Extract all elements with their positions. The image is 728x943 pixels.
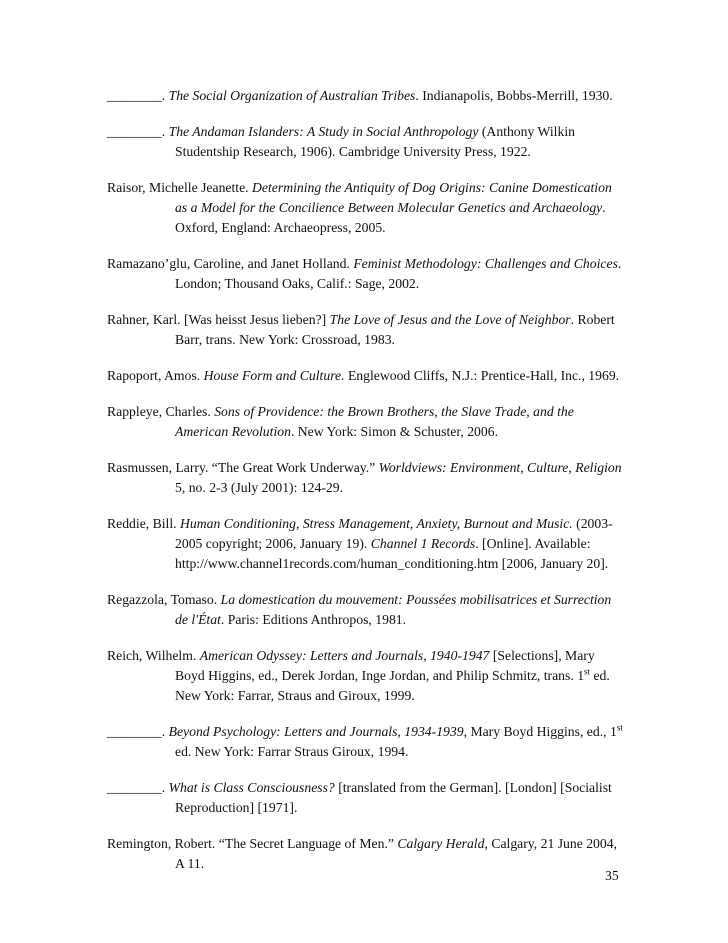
italic-title: American Odyssey: Letters and Journals, 1940-1947: [199, 648, 490, 663]
bibliography-entry: [107, 514, 627, 574]
entry-text: [Selections], Mary Boyd Higgins, ed., Derek Jordan, Inge Jordan, and Philip Schmitz, trans. 1: [175, 648, 595, 683]
bibliography-entry: [107, 834, 627, 874]
entry-text: . New York: Simon & Schuster, 2006.: [290, 424, 498, 439]
bibliography-entry: [107, 458, 627, 498]
entry-text: , Calgary, 21 June 2004, A 11.: [175, 836, 618, 871]
entry-text: ________.: [107, 88, 169, 103]
superscript-text: st: [584, 666, 591, 677]
entry-text: Rappleye, Charles.: [107, 404, 215, 419]
entry-text: ________.: [107, 724, 169, 739]
entry-text: 5, no. 2-3 (July 2001): 124-29.: [175, 480, 344, 495]
italic-title: The Andaman Islanders: A Study in Social Anthropology: [168, 124, 479, 139]
entry-text: , Mary Boyd Higgins, ed., 1: [463, 724, 617, 739]
italic-title: Calgary Herald: [397, 836, 485, 851]
entry-text: Remington, Robert. “The Secret Language of Men.”: [107, 836, 398, 851]
italic-title: Worldviews: Environment, Culture, Religion: [378, 460, 622, 475]
entry-text: Reich, Wilhelm.: [107, 648, 200, 663]
italic-title: Channel 1 Records: [370, 536, 476, 551]
bibliography-entry: [107, 122, 627, 162]
entry-text: Ramazano’glu, Caroline, and Janet Holland.: [107, 256, 354, 271]
entry-text: . Paris: Editions Anthropos, 1981.: [220, 612, 407, 627]
bibliography-entry: [107, 722, 627, 762]
entry-text: Englewood Cliffs, N.J.: Prentice-Hall, Inc., 1969.: [344, 368, 620, 383]
entry-text: . Oxford, England: Archaeopress, 2005.: [175, 200, 606, 235]
entry-text: Rahner, Karl. [Was heisst Jesus lieben?]: [107, 312, 330, 327]
entry-text: Regazzola, Tomaso.: [107, 592, 221, 607]
entry-text: Reddie, Bill.: [107, 516, 180, 531]
italic-title: La domestication du mouvement: Poussées mobilisatrices et Surrection de l'État: [175, 592, 612, 627]
entry-text: ed. New York: Farrar, Straus and Giroux, 1999.: [175, 668, 610, 703]
bibliography-entry: [107, 778, 627, 818]
entry-text: . London; Thousand Oaks, Calif.: Sage, 2002.: [175, 256, 622, 291]
bibliography-entry: [107, 254, 627, 294]
italic-title: The Social Organization of Australian Tribes: [168, 88, 416, 103]
italic-title: Human Conditioning, Stress Management, Anxiety, Burnout and Music.: [180, 516, 573, 531]
bibliography-entry: [107, 646, 627, 706]
entry-text: . Robert Barr, trans. New York: Crossroad, 1983.: [175, 312, 615, 347]
entry-text: [translated from the German]. [London] [Socialist Reproduction] [1971].: [175, 780, 612, 815]
bibliography-entry: [107, 366, 627, 386]
italic-title: House Form and Culture.: [203, 368, 345, 383]
superscript-text: st: [616, 722, 623, 733]
bibliography-entry: [107, 590, 627, 630]
italic-title: Beyond Psychology: Letters and Journals, 1934-1939: [168, 724, 464, 739]
italic-title: Sons of Providence: the Brown Brothers, the Slave Trade, and the American Revolution: [175, 404, 574, 439]
italic-title: The Love of Jesus and the Love of Neighbor: [329, 312, 571, 327]
page-number: 35: [605, 868, 619, 883]
entry-text: . Indianapolis, Bobbs-Merrill, 1930.: [415, 88, 613, 103]
entry-text: Raisor, Michelle Jeanette.: [107, 180, 253, 195]
bibliography-entry: [107, 178, 627, 238]
italic-title: What is Class Consciousness?: [168, 780, 335, 795]
entry-text: . [Online]. Available: http://www.channel1records.com/human_conditioning.htm [2006, January 20].: [175, 536, 609, 571]
entry-text: ________.: [107, 780, 169, 795]
bibliography-list: [107, 86, 627, 890]
bibliography-entry: [107, 402, 627, 442]
bibliography-entry: [107, 86, 627, 106]
entry-text: (Anthony Wilkin Studentship Research, 1906). Cambridge University Press, 1922.: [175, 124, 575, 159]
italic-title: Determining the Antiquity of Dog Origins: Canine Domestication as a Model for the Concilience Between Molecular Genetics and Archaeology: [175, 180, 612, 215]
entry-text: ________.: [107, 124, 169, 139]
entry-text: ed. New York: Farrar Straus Giroux, 1994.: [175, 744, 409, 759]
entry-text: Rasmussen, Larry. “The Great Work Underway.”: [107, 460, 379, 475]
entry-text: Rapoport, Amos.: [107, 368, 204, 383]
entry-text: (2003-2005 copyright; 2006, January 19).: [175, 516, 613, 551]
bibliography-entry: [107, 310, 627, 350]
italic-title: Feminist Methodology: Challenges and Choices: [353, 256, 618, 271]
